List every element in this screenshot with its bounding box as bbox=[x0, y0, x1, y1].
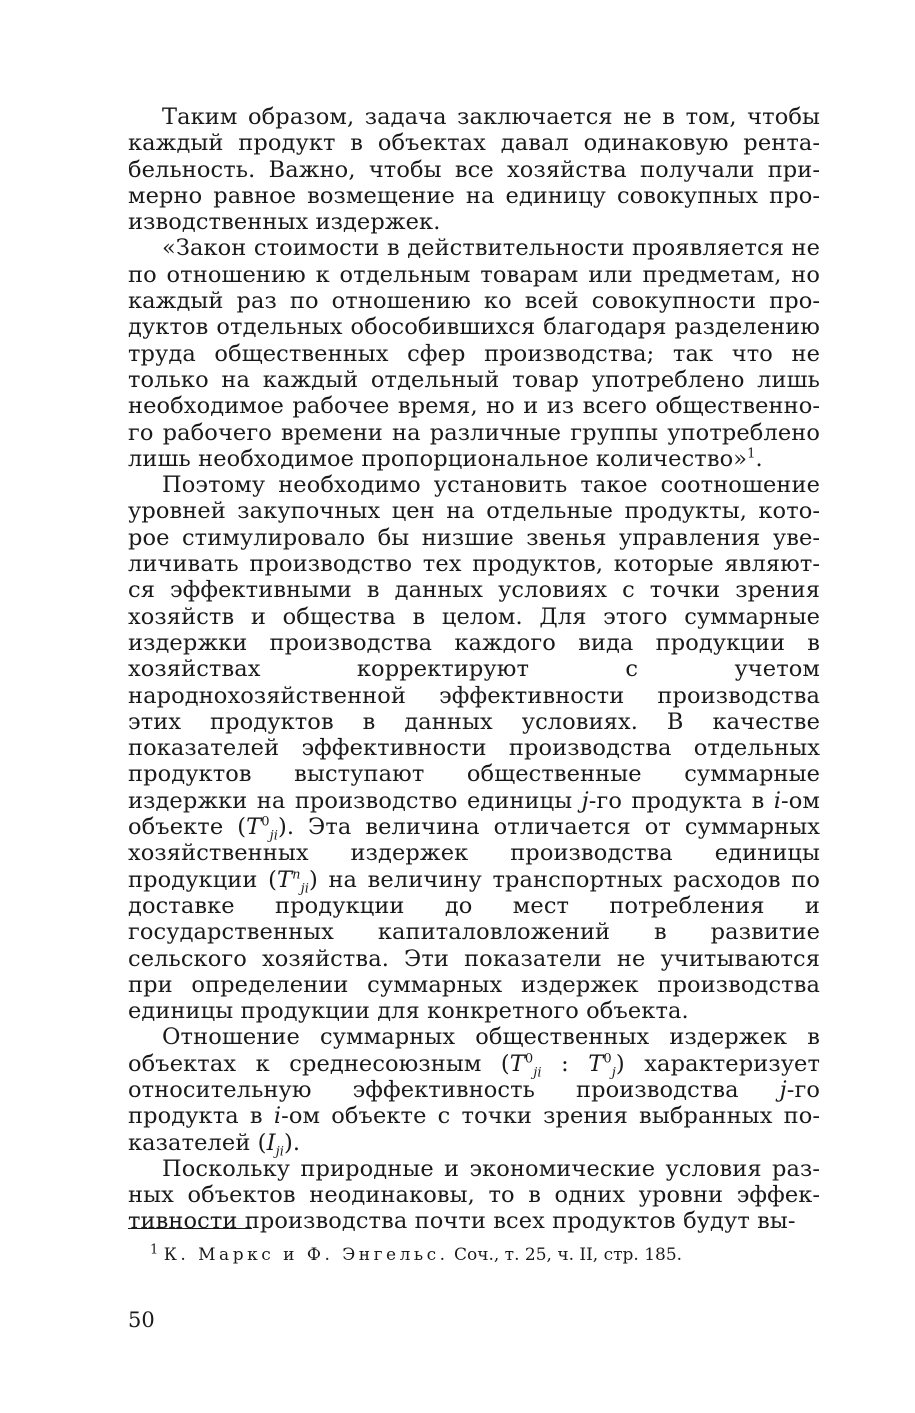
footnote-authors: К. Маркс и Ф. Энгельс. bbox=[163, 1245, 449, 1265]
formula-Iji: I bbox=[266, 1129, 276, 1156]
footnote-marker: 1 bbox=[150, 1242, 159, 1258]
paragraph-2-quote: «Закон стоимости в действительности проявляется не по отношению к отдельным товарам или предметам, но каждый раз по отношению ко всей совокупности продуктов отдельных обособившихся благодаря разделению труда общественных сфер производства; так что не только на каждый отдельный товар употреблено лишь необходимое рабочее время, но и из всего общественного рабочего времени на различные группы употреблено лишь необходимое пропорциональное количество»$^1$. bbox=[128, 235, 820, 472]
formula-Tnji: T bbox=[276, 866, 293, 893]
page-number: 50 bbox=[128, 1308, 155, 1332]
footnote-citation: Соч., т. 25, ч. II, стр. 185. bbox=[453, 1245, 683, 1265]
main-text bbox=[128, 104, 820, 1235]
paragraph-3: Поэтому необходимо установить такое соотношение уровней закупочных цен на отдельные продукты, которое стимулировало бы низшие звенья управления увеличивать производство тех продуктов, которые являются эффективными в данных условиях с точки зрения хозяйств и общества в целом. Для этого суммарные издержки производства каждого вида продукции в хозяйствах корректируют с учетом народнохозяйственной эффективности производства этих продуктов в данных условиях. В качестве показателей эффективности производства отдельных продуктов выступают общественные суммарные издержки на производство единицы j-го продукта в i-ом объекте $(T^0_{ji})$. Эта величина отличается от суммарных хозяйственных издержек производства единицы продукции $(T^n_{ji})$ на величину транспортных расходов по доставке продукции до мест потребления и государственных капиталовложений в развитие сельского хозяйства. Эти показатели не учитываются при определении суммарных издержек производства единицы продукции для конкретного объекта. bbox=[128, 472, 821, 1025]
paragraph-5: Поскольку природные и экономические условия разных объектов неодинаковы, то в одних уровни эффективности производства почти всех продуктов будут вы- bbox=[128, 1155, 820, 1235]
formula-ratio: T bbox=[509, 1050, 525, 1077]
footnote bbox=[150, 1244, 820, 1266]
paragraph-4: Отношение суммарных общественных издержек в объектах к среднесоюзным ($T^0_{ji}$ : $T^0_j$) характеризует относительную эффективность производства j-го продукта в i-ом объекте с точки зрения выбранных показателей $(I_{ji})$. bbox=[128, 1024, 820, 1160]
footnote-reference: 1 bbox=[747, 446, 756, 462]
paragraph-1: Таким образом, задача заключается не в том, чтобы каждый продукт в объектах давал одинаковую рентабельность. Важно, чтобы все хозяйства получали примерно равное возмещение на единицу совокупных производственных издержек. bbox=[128, 104, 820, 236]
footnote-divider bbox=[128, 1228, 252, 1229]
formula-T0ji: T bbox=[246, 814, 262, 841]
